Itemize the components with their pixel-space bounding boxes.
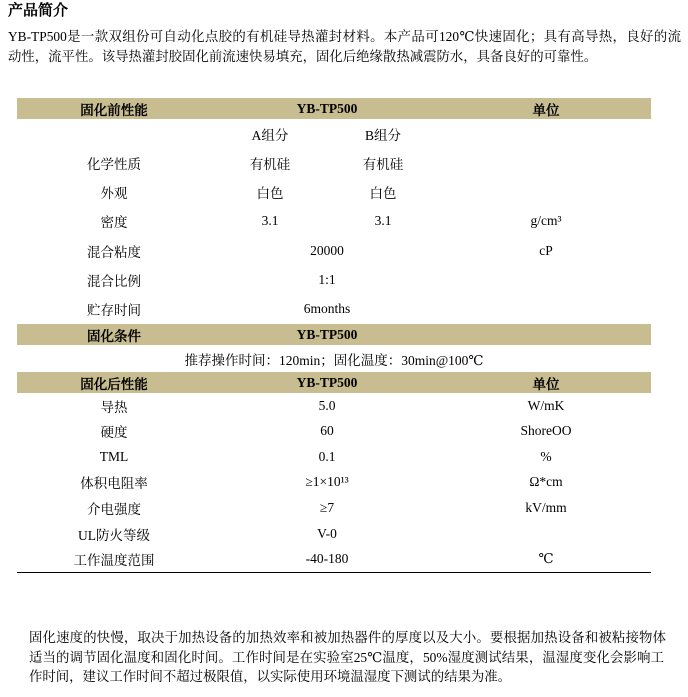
- property-label: UL防火等级: [78, 527, 150, 543]
- component-b-value: 3.1: [374, 213, 392, 229]
- table-row: [17, 444, 651, 470]
- table-row: [17, 521, 651, 547]
- component-b-value: 白色: [369, 186, 397, 202]
- property-label: 硬度: [100, 425, 128, 441]
- before-cure-header: [17, 98, 651, 119]
- table-row: [17, 419, 651, 445]
- property-label: 导热: [100, 399, 128, 415]
- column-header-property: 固化后性能: [80, 376, 148, 392]
- property-label: 混合比例: [87, 274, 141, 290]
- intro-line: 动性，流平性。该导热灌封胶固化前流速快易填充，固化后绝缘散热减震防水，具备良好的可靠性。: [8, 49, 598, 64]
- footer-note-line: 作时间，建议工作时间不超过极限值，以实际使用环境温湿度下测试的结果为准。: [29, 669, 512, 684]
- column-header-product: YB-TP500: [296, 374, 358, 390]
- property-value: -40-180: [305, 551, 349, 567]
- footer-note-line: 适当的调节固化温度和固化时间。工作时间是在实验室25℃温度，50%湿度测试结果，温湿度变化会影响工: [29, 650, 664, 665]
- property-label: 化学性质: [87, 156, 141, 172]
- property-label: 介电强度: [87, 502, 141, 518]
- table-row: [17, 207, 651, 236]
- property-label: 外观: [100, 186, 128, 202]
- curing-note: 推荐操作时间：120min；固化温度：30min@100℃: [184, 352, 484, 368]
- property-value: ≥1×10¹³: [305, 474, 349, 490]
- table-row: [17, 546, 651, 572]
- after-cure-header: [17, 372, 651, 393]
- column-header-property: 固化条件: [87, 328, 141, 344]
- property-label: 混合粘度: [87, 244, 141, 260]
- after-cure-body: [17, 393, 651, 572]
- property-unit: ShoreOO: [520, 423, 572, 439]
- property-value: 6months: [303, 301, 351, 317]
- table-row: [17, 470, 651, 496]
- column-header-product: YB-TP500: [296, 326, 358, 342]
- property-value: ≥7: [319, 500, 335, 516]
- component-a-value: 白色: [256, 186, 284, 202]
- property-label: TML: [99, 448, 129, 464]
- property-unit: %: [540, 448, 552, 464]
- intro-line: YB-TP500是一款双组份可自动化点胶的有机硅导热灌封材料。本产品可120℃快速固化；具有高导热，良好的流: [8, 29, 681, 44]
- table-row: [17, 495, 651, 521]
- property-unit: cP: [539, 242, 553, 258]
- property-value: V-0: [317, 525, 337, 541]
- component-b-value: 有机硅: [362, 156, 404, 172]
- table-bottom-rule: [17, 572, 651, 573]
- spec-table: [17, 98, 651, 573]
- property-label: 密度: [100, 215, 128, 231]
- property-value: 20000: [310, 242, 344, 258]
- property-label: 体积电阻率: [80, 476, 148, 492]
- table-row: [17, 295, 651, 324]
- property-unit: W/mK: [527, 397, 565, 413]
- component-a-value: 有机硅: [249, 156, 291, 172]
- property-value: 1:1: [318, 272, 336, 288]
- property-value: 5.0: [318, 397, 336, 413]
- curing-header: [17, 324, 651, 345]
- table-row: [17, 178, 651, 207]
- property-label: 工作温度范围: [73, 553, 155, 569]
- table-row: [17, 236, 651, 265]
- component-a-heading: A组分: [251, 127, 289, 143]
- section-title: 产品简介: [8, 3, 69, 19]
- column-header-product: YB-TP500: [296, 100, 358, 116]
- property-unit: kV/mm: [525, 500, 567, 516]
- column-header-unit: 单位: [532, 376, 560, 392]
- before-cure-body: [17, 119, 651, 324]
- component-b-heading: B组分: [364, 127, 401, 143]
- property-unit: g/cm³: [530, 213, 562, 229]
- table-row: [17, 148, 651, 177]
- property-unit: ℃: [538, 551, 554, 567]
- property-value: 60: [320, 423, 334, 439]
- column-header-unit: 单位: [532, 102, 560, 118]
- property-label: 贮存时间: [87, 303, 141, 319]
- table-row-components: [17, 119, 651, 148]
- footer-note-line: 固化速度的快慢，取决于加热设备的加热效率和被加热器件的厚度以及大小。要根据加热设备和被粘接物体: [29, 630, 666, 645]
- curing-note-row: [17, 345, 651, 372]
- table-row: [17, 265, 651, 294]
- column-header-property: 固化前性能: [80, 102, 148, 118]
- table-row: [17, 393, 651, 419]
- property-value: 0.1: [318, 448, 336, 464]
- property-unit: Ω*cm: [529, 474, 563, 490]
- component-a-value: 3.1: [261, 213, 279, 229]
